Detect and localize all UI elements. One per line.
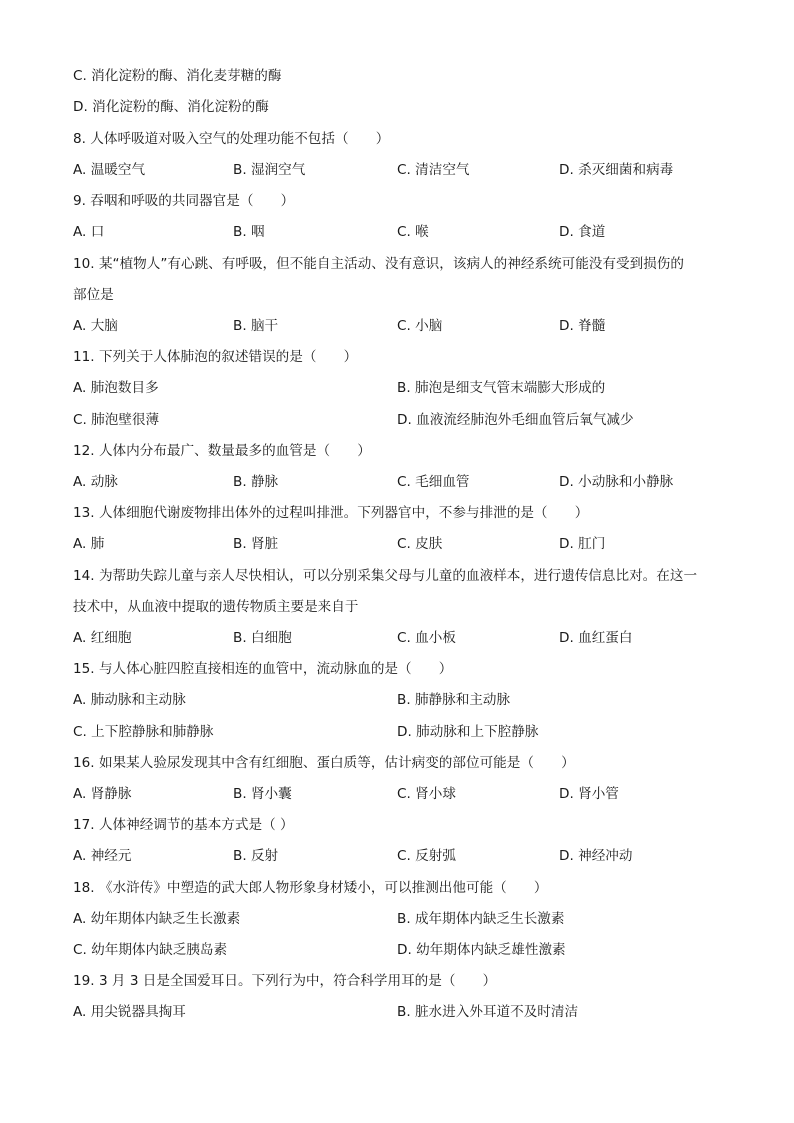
- q8-option-d: D. 杀灭细菌和病毒: [559, 162, 674, 178]
- q8-option-c: C. 清洁空气: [397, 162, 470, 178]
- q11-option-a: A. 肺泡数目多: [73, 380, 159, 396]
- q10-option-b: B. 脑干: [233, 318, 279, 334]
- q10-stem-line2: 部位是: [73, 287, 114, 303]
- q18-option-a: A. 幼年期体内缺乏生长激素: [73, 911, 241, 927]
- q13-option-c: C. 皮肤: [397, 536, 443, 552]
- q9-stem: 9. 吞咽和呼吸的共同器官是（ ）: [73, 193, 295, 209]
- q13-option-b: B. 肾脏: [233, 536, 279, 552]
- q10-stem-line1: 10. 某“植物人”有心跳、有呼吸，但不能自主活动、没有意识，该病人的神经系统可能没有受到损伤的: [73, 256, 684, 272]
- q12-option-b: B. 静脉: [233, 474, 279, 490]
- q17-stem: 17. 人体神经调节的基本方式是（ ）: [73, 817, 294, 833]
- q7-option-c: C. 消化淀粉的酶、消化麦芽糖的酶: [73, 68, 282, 84]
- q15-option-b: B. 肺静脉和主动脉: [397, 692, 511, 708]
- q9-option-d: D. 食道: [559, 224, 606, 240]
- q14-option-c: C. 血小板: [397, 630, 456, 646]
- q16-option-a: A. 肾静脉: [73, 786, 132, 802]
- q9-option-c: C. 喉: [397, 224, 429, 240]
- q13-stem: 13. 人体细胞代谢废物排出体外的过程叫排泄。下列器官中，不参与排泄的是（ ）: [73, 505, 589, 521]
- q17-option-d: D. 神经冲动: [559, 848, 633, 864]
- q14-option-d: D. 血红蛋白: [559, 630, 633, 646]
- q19-stem: 19. 3 月 3 日是全国爱耳日。下列行为中，符合科学用耳的是（ ）: [73, 973, 497, 989]
- q18-option-b: B. 成年期体内缺乏生长激素: [397, 911, 565, 927]
- q7-option-d: D. 消化淀粉的酶、消化淀粉的酶: [73, 99, 269, 115]
- q17-option-a: A. 神经元: [73, 848, 132, 864]
- q14-option-b: B. 白细胞: [233, 630, 292, 646]
- q10-option-c: C. 小脑: [397, 318, 443, 334]
- q8-option-b: B. 湿润空气: [233, 162, 306, 178]
- q15-stem: 15. 与人体心脏四腔直接相连的血管中，流动脉血的是（ ）: [73, 661, 453, 677]
- q11-option-d: D. 血液流经肺泡外毛细血管后氧气减少: [397, 412, 634, 428]
- q8-stem: 8. 人体呼吸道对吸入空气的处理功能不包括（ ）: [73, 131, 390, 147]
- q11-stem: 11. 下列关于人体肺泡的叙述错误的是（ ）: [73, 349, 358, 365]
- q18-stem: 18. 《水浒传》中塑造的武大郎人物形象身材矮小，可以推测出他可能（ ）: [73, 880, 548, 896]
- q19-option-a: A. 用尖锐器具掏耳: [73, 1004, 186, 1020]
- q13-option-a: A. 肺: [73, 536, 105, 552]
- q15-option-d: D. 肺动脉和上下腔静脉: [397, 724, 539, 740]
- q16-option-c: C. 肾小球: [397, 786, 456, 802]
- q12-stem: 12. 人体内分布最广、数量最多的血管是（ ）: [73, 443, 371, 459]
- q9-option-a: A. 口: [73, 224, 105, 240]
- q12-option-a: A. 动脉: [73, 474, 118, 490]
- q18-option-d: D. 幼年期体内缺乏雄性激素: [397, 942, 566, 958]
- q12-option-c: C. 毛细血管: [397, 474, 470, 490]
- q16-stem: 16. 如果某人验尿发现其中含有红细胞、蛋白质等，估计病变的部位可能是（ ）: [73, 755, 575, 771]
- q19-option-b: B. 脏水进入外耳道不及时清洁: [397, 1004, 579, 1020]
- q14-option-a: A. 红细胞: [73, 630, 132, 646]
- q18-option-c: C. 幼年期体内缺乏胰岛素: [73, 942, 228, 958]
- q8-option-a: A. 温暖空气: [73, 162, 146, 178]
- q16-option-d: D. 肾小管: [559, 786, 619, 802]
- q10-option-a: A. 大脑: [73, 318, 118, 334]
- q14-stem-line2: 技术中，从血液中提取的遗传物质主要是来自于: [73, 599, 359, 615]
- q11-option-c: C. 肺泡壁很薄: [73, 412, 160, 428]
- q9-option-b: B. 咽: [233, 224, 265, 240]
- q17-option-b: B. 反射: [233, 848, 279, 864]
- q15-option-c: C. 上下腔静脉和肺静脉: [73, 724, 214, 740]
- q14-stem-line1: 14. 为帮助失踪儿童与亲人尽快相认，可以分别采集父母与儿童的血液样本，进行遗传信息比对。在这一: [73, 568, 698, 584]
- q17-option-c: C. 反射弧: [397, 848, 456, 864]
- q13-option-d: D. 肛门: [559, 536, 606, 552]
- q15-option-a: A. 肺动脉和主动脉: [73, 692, 186, 708]
- q11-option-b: B. 肺泡是细支气管末端膨大形成的: [397, 380, 606, 396]
- q16-option-b: B. 肾小囊: [233, 786, 292, 802]
- q10-option-d: D. 脊髓: [559, 318, 606, 334]
- q12-option-d: D. 小动脉和小静脉: [559, 474, 674, 490]
